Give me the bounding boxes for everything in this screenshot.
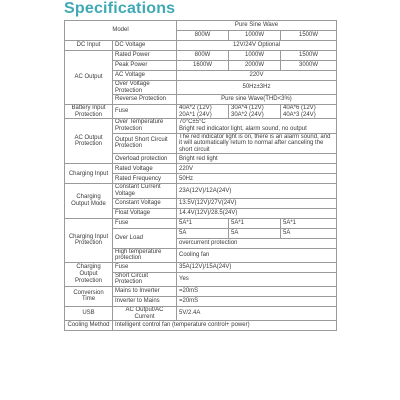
cell-value bbox=[229, 105, 281, 119]
table-row bbox=[65, 41, 337, 51]
cell-value: Pure sine Wave(THD<3%) bbox=[177, 95, 337, 105]
item-label: Fuse bbox=[113, 105, 177, 119]
item-label: Float Voltage bbox=[113, 208, 177, 218]
cell-line: 70°C±5°C bbox=[179, 119, 206, 126]
item-label: Overload protection bbox=[113, 154, 177, 164]
cell-value: 2000W bbox=[229, 61, 281, 71]
item-label: Over Voltage Protection bbox=[113, 81, 177, 95]
page-title: Specifications bbox=[64, 0, 176, 17]
header-model: Model bbox=[65, 21, 177, 41]
cell-value: overcurrent protection bbox=[177, 238, 337, 248]
cell-value: 220V bbox=[177, 164, 337, 174]
cell-line: 30A*4 (12V) bbox=[231, 105, 264, 112]
item-label: Reverse Protection bbox=[113, 95, 177, 105]
cell-value: 5A*1 bbox=[229, 218, 281, 228]
cell-value: 5A bbox=[229, 228, 281, 238]
category-label: Conversion Time bbox=[65, 286, 113, 306]
cell-value: 35A(12V)/15A(24V) bbox=[177, 262, 337, 272]
item-label: Peak Power bbox=[113, 61, 177, 71]
cell-line: 40A*3 (24V) bbox=[283, 111, 316, 118]
cell-value: 5A*1 bbox=[177, 218, 229, 228]
cell-value: 14.4V(12V)/28.5(24V) bbox=[177, 208, 337, 218]
item-label: Over Temperature Protection bbox=[113, 119, 177, 133]
cell-value: =20mS bbox=[177, 286, 337, 296]
cell-value: 50Hz bbox=[177, 174, 337, 184]
category-label: Charging Output Mode bbox=[65, 184, 113, 218]
header-model-3: 1500W bbox=[281, 31, 337, 41]
cell-value: 800W bbox=[177, 51, 229, 61]
category-label: Charging Input bbox=[65, 164, 113, 184]
cell-line: 40A*2 (12V) bbox=[179, 105, 212, 112]
item-label: Short Circuit Protection bbox=[113, 272, 177, 286]
cell-value: 50Hz±3Hz bbox=[177, 81, 337, 95]
table-row bbox=[65, 21, 337, 31]
table-row bbox=[65, 218, 337, 228]
item-label: Mains to Inverter bbox=[113, 286, 177, 296]
table-row bbox=[65, 184, 337, 198]
cell-value: 13.5V(12V)/27V(24V) bbox=[177, 198, 337, 208]
cell-line: 30A*2 (24V) bbox=[231, 111, 264, 118]
item-label: Fuse bbox=[113, 218, 177, 228]
header-model-1: 800W bbox=[177, 31, 229, 41]
item-label: DC Voltage bbox=[113, 41, 177, 51]
category-label: AC Output Protection bbox=[65, 119, 113, 164]
cell-value: 1500W bbox=[281, 51, 337, 61]
item-label: AC Output/AC Current bbox=[113, 306, 177, 320]
cell-value bbox=[177, 119, 337, 133]
item-label: Over Load bbox=[113, 228, 177, 248]
cell-value: Yes bbox=[177, 272, 337, 286]
cell-value bbox=[281, 105, 337, 119]
cell-value: 1600W bbox=[177, 61, 229, 71]
cell-value: 5A bbox=[281, 228, 337, 238]
item-label: Fuse bbox=[113, 262, 177, 272]
category-label: Cooling Method bbox=[65, 321, 113, 331]
cell-value bbox=[177, 105, 229, 119]
category-label: DC Input bbox=[65, 41, 113, 51]
table-row bbox=[65, 51, 337, 61]
cell-value: 3000W bbox=[281, 61, 337, 71]
table-row bbox=[65, 164, 337, 174]
cell-value: Intelligent control fan (temperature control+ power) bbox=[113, 321, 337, 331]
category-label: Charging Input Protection bbox=[65, 218, 113, 262]
item-label: Inverter to Mains bbox=[113, 296, 177, 306]
category-label: Charging Output Protection bbox=[65, 262, 113, 286]
item-label: AC Voltage bbox=[113, 71, 177, 81]
cell-value: 23A(12V)/12A(24V) bbox=[177, 184, 337, 198]
header-model-2: 1000W bbox=[229, 31, 281, 41]
item-label: High temperature protection bbox=[113, 248, 177, 262]
cell-value: Cooling fan bbox=[177, 248, 337, 262]
cell-line: 40A*6 (12V) bbox=[283, 105, 316, 112]
category-label: AC Output bbox=[65, 51, 113, 105]
table-row bbox=[65, 321, 337, 331]
cell-line: 20A*1 (24V) bbox=[179, 111, 212, 118]
cell-value: 5A bbox=[177, 228, 229, 238]
item-label: Output Short Circuit Protection bbox=[113, 133, 177, 154]
cell-value: 5V/2.4A bbox=[177, 306, 337, 320]
spec-table bbox=[64, 20, 337, 331]
cell-line: Bright red indicator light, alarm sound, no output bbox=[179, 125, 307, 132]
item-label: Rated Power bbox=[113, 51, 177, 61]
item-label: Constant Current Voltage bbox=[113, 184, 177, 198]
item-label: Rated Frequency bbox=[113, 174, 177, 184]
table-row bbox=[65, 306, 337, 320]
category-label: Battery Input Protection bbox=[65, 105, 113, 119]
table-row bbox=[65, 262, 337, 272]
item-label: Constant Voltage bbox=[113, 198, 177, 208]
header-wave: Pure Sine Wave bbox=[177, 21, 337, 31]
table-row bbox=[65, 286, 337, 296]
table-row bbox=[65, 119, 337, 133]
cell-value: =20mS bbox=[177, 296, 337, 306]
cell-value: The red indicator light is on, there is an alarm sound, and it will automatically return to normal after canceling the short circuit bbox=[177, 133, 337, 154]
cell-value: 5A*1 bbox=[281, 218, 337, 228]
cell-value: Bright red light bbox=[177, 154, 337, 164]
cell-value: 220V bbox=[177, 71, 337, 81]
cell-value: 1000W bbox=[229, 51, 281, 61]
cell-value: 12V/24V Optional bbox=[177, 41, 337, 51]
item-label: Rated Voltage bbox=[113, 164, 177, 174]
table-row bbox=[65, 105, 337, 119]
category-label: USB bbox=[65, 306, 113, 320]
